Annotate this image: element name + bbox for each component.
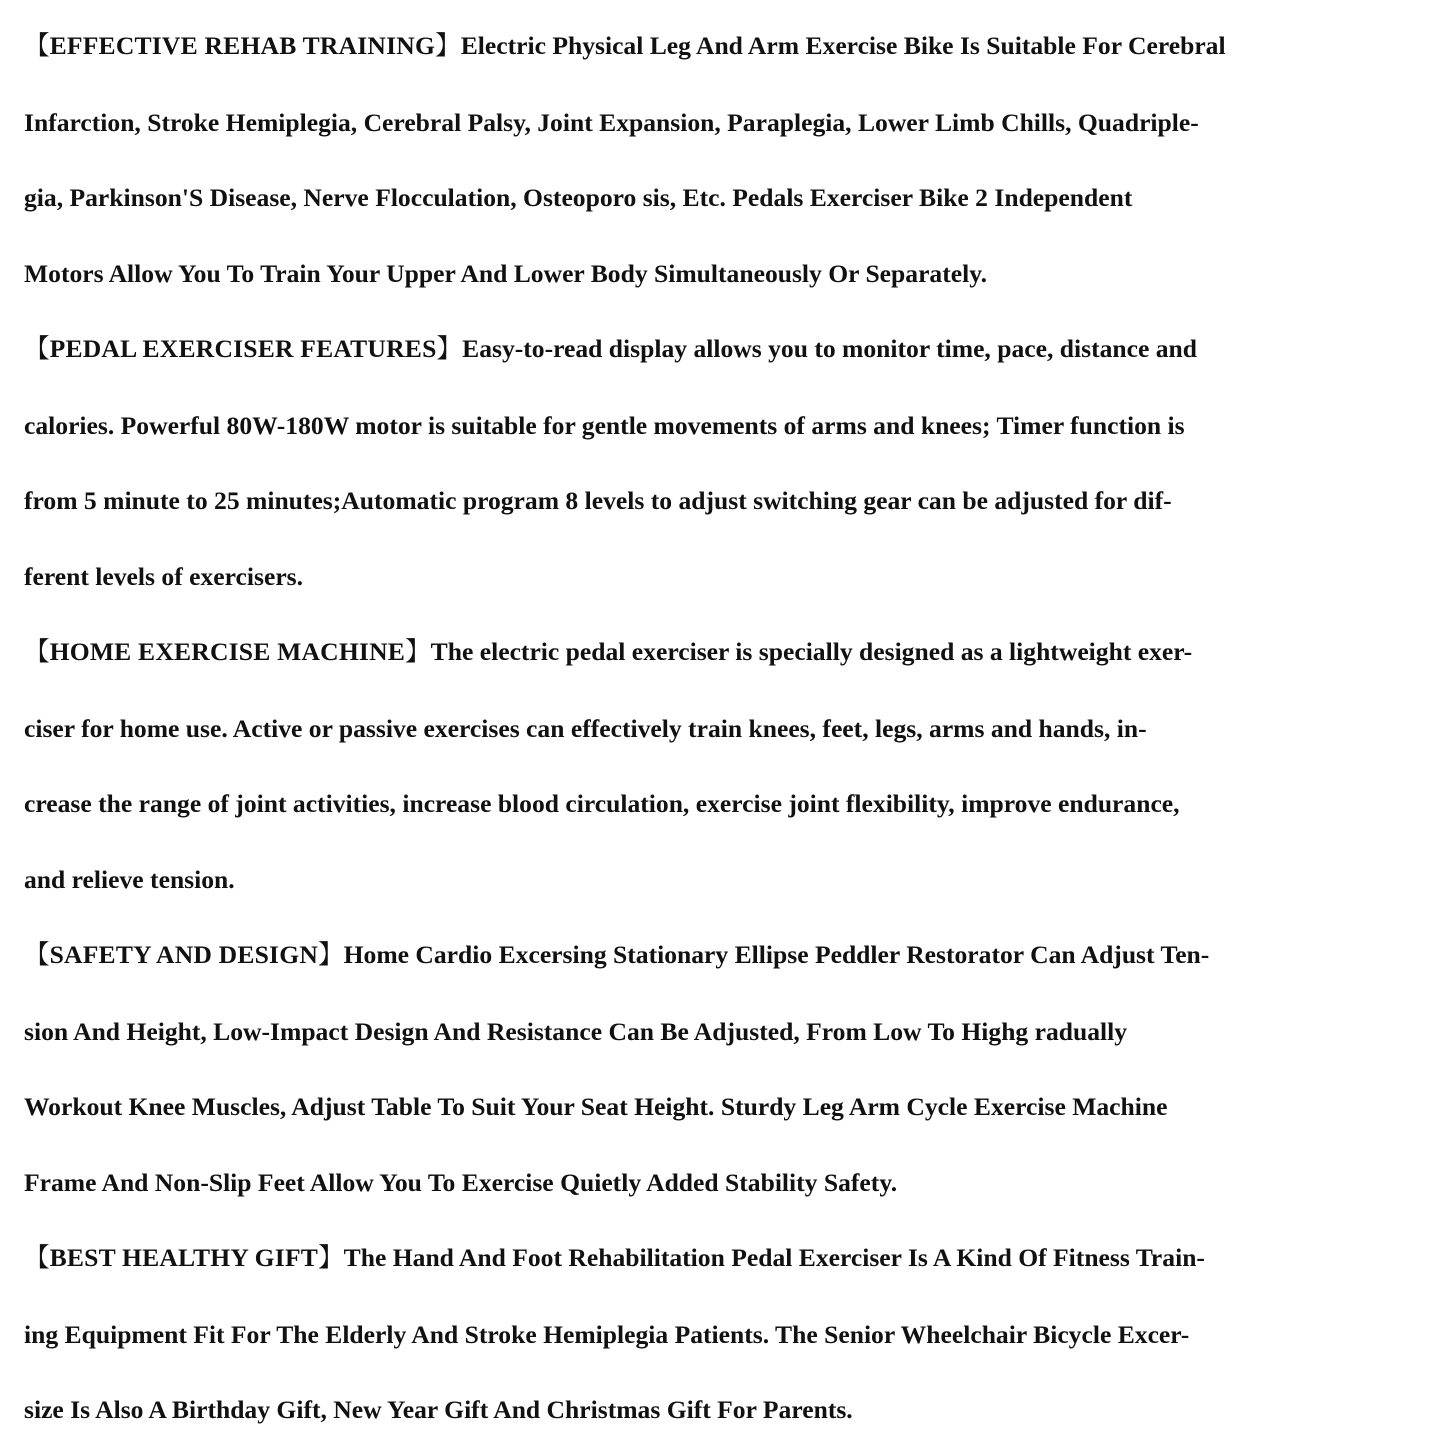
paragraph-effective-rehab-training	[24, 8, 1418, 311]
paragraph-heading: PEDAL EXERCISER FEATURES	[49, 334, 437, 363]
text-line: from 5 minute to 25 minutes;Automatic program 8 levels to adjust switching gear can be adjusted for dif-	[24, 486, 1172, 515]
close-bracket: 】	[318, 1243, 344, 1273]
paragraph-pedal-exerciser-features	[24, 311, 1418, 614]
text-line: calories. Powerful 80W-180W motor is suitable for gentle movements of arms and knees; Timer function is	[24, 410, 1185, 440]
open-bracket: 【	[24, 31, 50, 61]
paragraph-heading: EFFECTIVE REHAB TRAINING	[49, 31, 436, 60]
text-line: Home Cardio Excersing Stationary Ellipse Peddler Restorator Can Adjust Ten-	[343, 940, 1210, 969]
text-line: The electric pedal exerciser is specially designed as a lightweight exer-	[430, 637, 1193, 666]
paragraph-home-exercise-machine	[24, 614, 1418, 917]
text-line: and relieve tension.	[24, 864, 235, 894]
text-line: The Hand And Foot Rehabilitation Pedal Exerciser Is A Kind Of Fitness Train-	[343, 1243, 1205, 1272]
text-line: size Is Also A Birthday Gift, New Year Gift And Christmas Gift For Parents.	[24, 1395, 853, 1424]
paragraph-best-healthy-gift	[24, 1220, 1418, 1448]
text-line: Electric Physical Leg And Arm Exercise Bike Is Suitable For Cerebral	[460, 31, 1226, 60]
open-bracket: 【	[24, 637, 50, 667]
close-bracket: 】	[436, 334, 463, 364]
close-bracket: 】	[318, 940, 344, 970]
open-bracket: 【	[24, 334, 50, 364]
text-line: crease the range of joint activities, increase blood circulation, exercise joint flexibility, improve endurance,	[24, 789, 1180, 818]
paragraph-heading: SAFETY AND DESIGN	[49, 940, 319, 969]
paragraph-heading: HOME EXERCISE MACHINE	[49, 637, 406, 666]
text-line: ing Equipment Fit For The Elderly And Stroke Hemiplegia Patients. The Senior Wheelchair Bicycle Excer-	[24, 1319, 1190, 1349]
text-line: Infarction, Stroke Hemiplegia, Cerebral Palsy, Joint Expansion, Paraplegia, Lower Limb Chills, Quadriple-	[24, 107, 1199, 137]
paragraph-safety-and-design	[24, 917, 1418, 1220]
open-bracket: 【	[24, 940, 50, 970]
open-bracket: 【	[24, 1243, 50, 1273]
text-line: ciser for home use. Active or passive exercises can effectively train knees, feet, legs, arms and hands, in-	[24, 713, 1147, 743]
text-line: Motors Allow You To Train Your Upper And Lower Body Simultaneously Or Separately.	[24, 258, 987, 288]
text-line: gia, Parkinson'S Disease, Nerve Flocculation, Osteoporo sis, Etc. Pedals Exerciser Bike 2 Independent	[24, 183, 1133, 212]
text-line: Workout Knee Muscles, Adjust Table To Suit Your Seat Height. Sturdy Leg Arm Cycle Exercise Machine	[24, 1092, 1168, 1121]
text-line: sion And Height, Low-Impact Design And Resistance Can Be Adjusted, From Low To Highg radually	[24, 1016, 1128, 1046]
text-line: Frame And Non-Slip Feet Allow You To Exercise Quietly Added Stability Safety.	[24, 1167, 898, 1197]
close-bracket: 】	[435, 31, 461, 61]
paragraph-heading: BEST HEALTHY GIFT	[49, 1243, 319, 1272]
text-line: ferent levels of exercisers.	[24, 561, 304, 591]
text-line: Easy-to-read display allows you to monitor time, pace, distance and	[462, 334, 1198, 363]
close-bracket: 】	[405, 637, 431, 667]
